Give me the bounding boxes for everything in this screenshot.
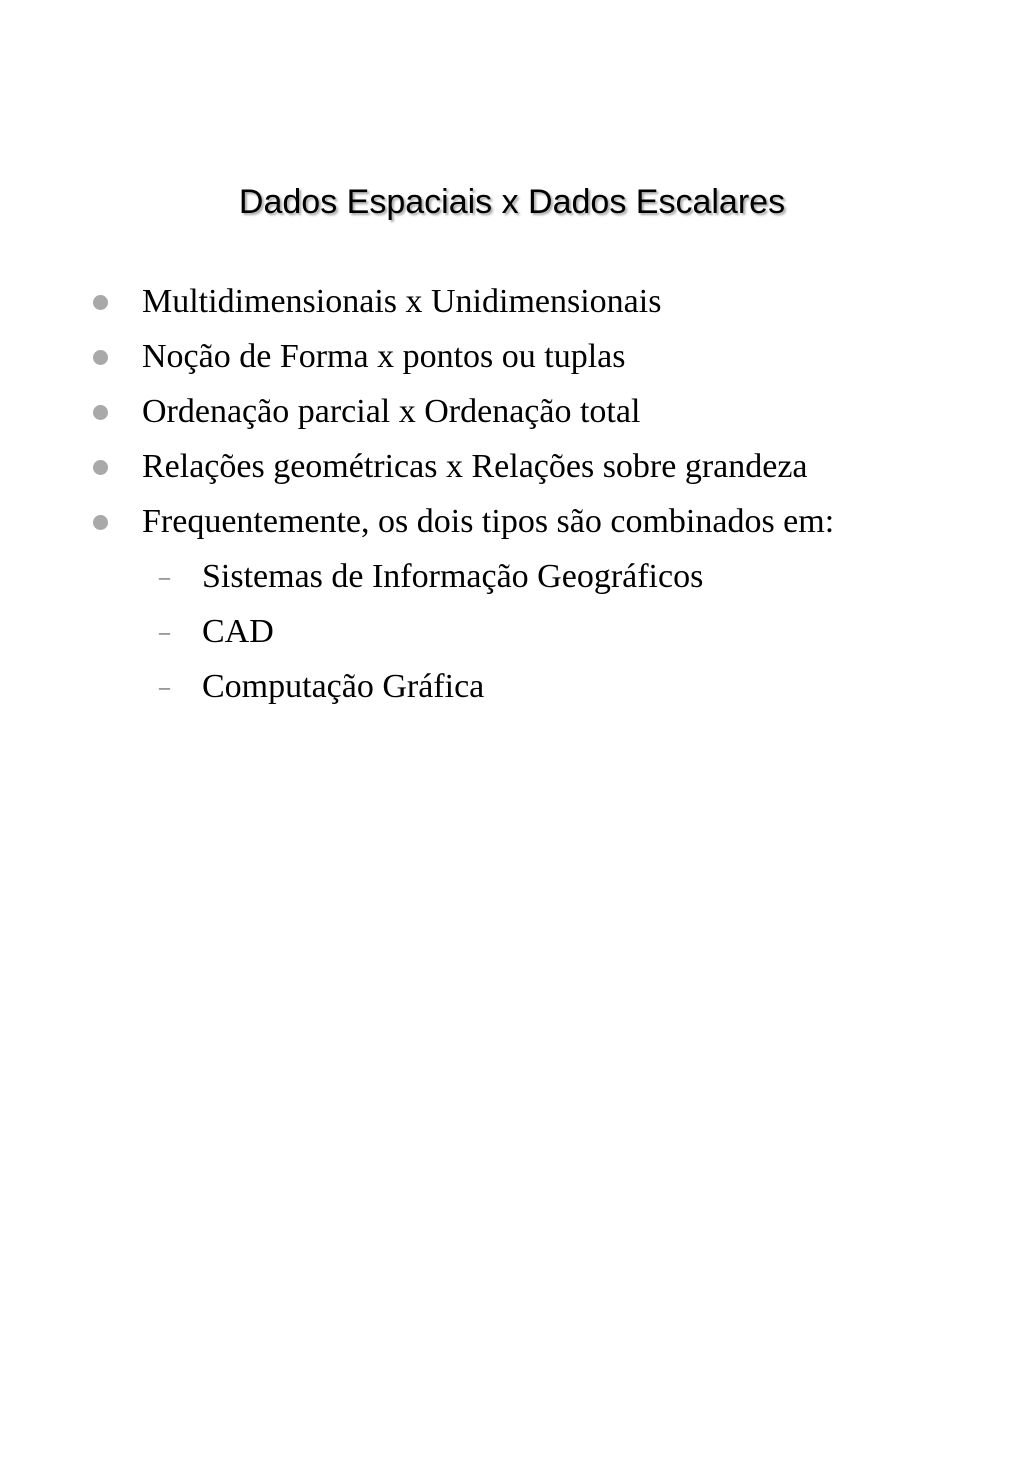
bullet-dot-icon <box>93 405 108 420</box>
bullet-item-ordenacao <box>0 384 1024 439</box>
sub-item-computacao <box>0 659 1024 714</box>
bullet-item-frequentemente <box>0 494 1024 549</box>
bullet-dot-icon <box>93 515 108 530</box>
sub-item-text: CAD <box>202 613 274 650</box>
dash-icon: – <box>159 564 170 589</box>
bullet-text: Ordenação parcial x Ordenação total <box>142 393 641 430</box>
dash-icon: – <box>159 674 170 699</box>
bullet-dot-icon <box>93 350 108 365</box>
sub-item-text: Sistemas de Informação Geográficos <box>202 558 704 595</box>
sub-item-text: Computação Gráfica <box>202 668 485 705</box>
bullet-dot-icon <box>93 295 108 310</box>
sub-item-sistemas <box>0 549 1024 604</box>
bullet-text: Frequentemente, os dois tipos são combinados em: <box>142 503 835 540</box>
bullet-item-relacoes <box>0 439 1024 494</box>
bullet-item-multidimensionais <box>0 274 1024 329</box>
bullet-text: Relações geométricas x Relações sobre grandeza <box>142 448 808 485</box>
bullet-item-nocao-de-forma <box>0 329 1024 384</box>
bullet-dot-icon <box>93 460 108 475</box>
bullet-text: Multidimensionais x Unidimensionais <box>142 283 662 320</box>
bullet-list <box>0 274 1024 714</box>
dash-icon: – <box>159 619 170 644</box>
bullet-text: Noção de Forma x pontos ou tuplas <box>142 338 626 375</box>
slide-title: Dados Espaciais x Dados Escalares <box>238 183 786 221</box>
sub-item-cad <box>0 604 1024 659</box>
